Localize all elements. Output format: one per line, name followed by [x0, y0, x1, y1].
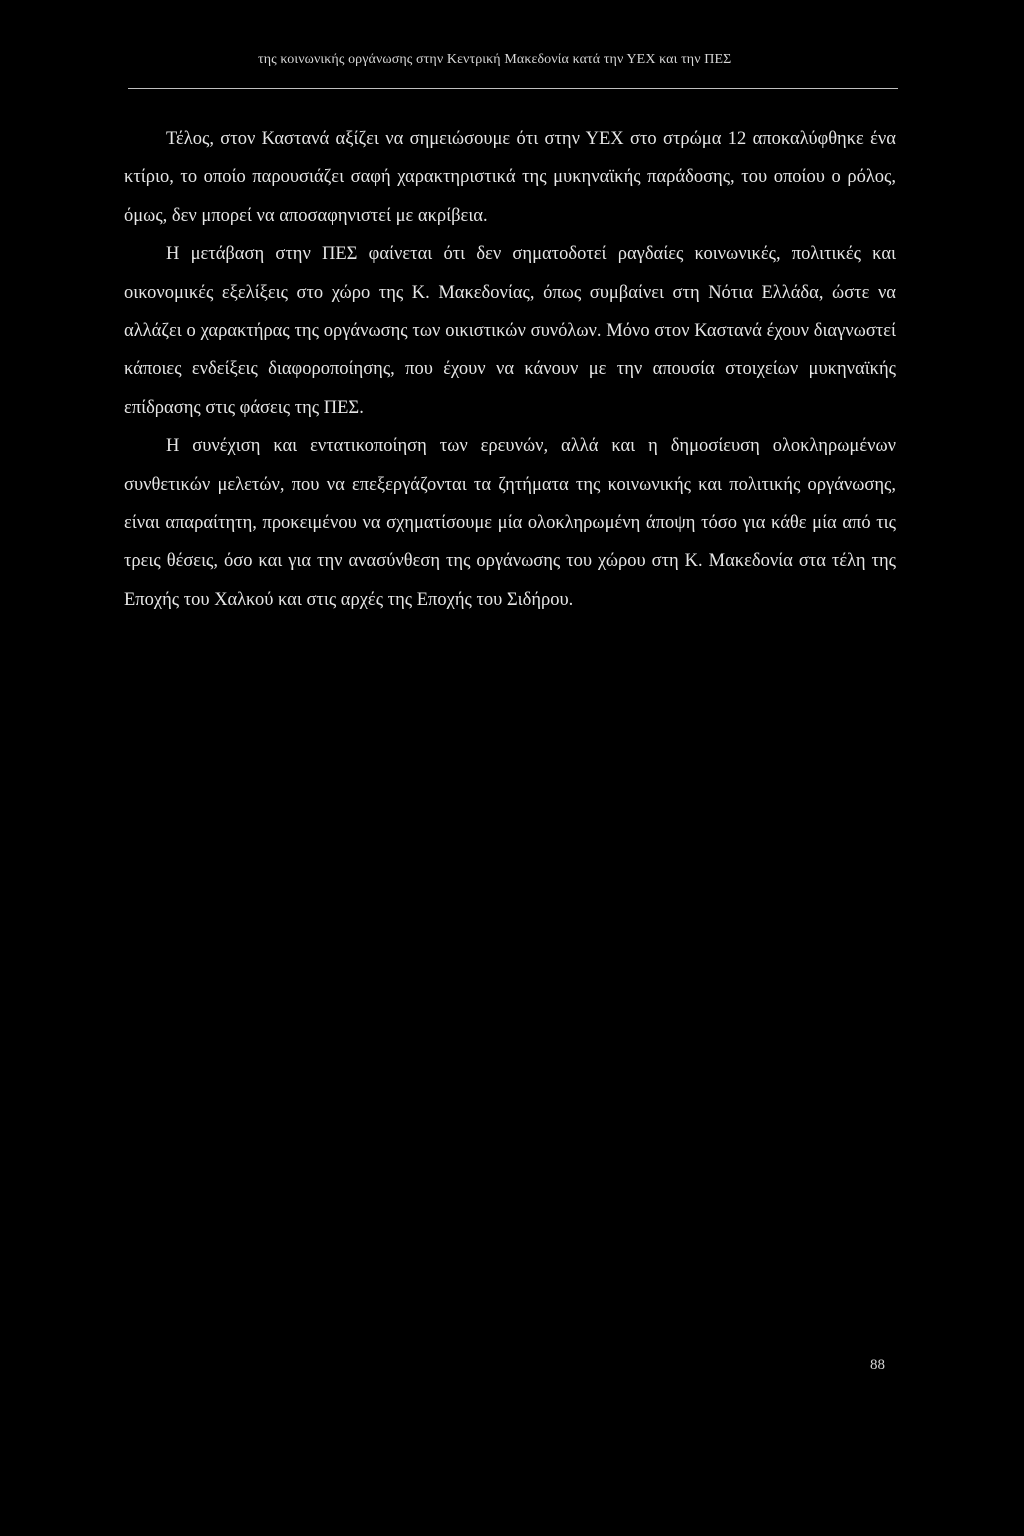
- header-divider: [128, 88, 898, 89]
- paragraph-1: Τέλος, στον Καστανά αξίζει να σημειώσουμε ότι στην ΥΕΧ στο στρώμα 12 αποκαλύφθηκε ένα κτίριο, το οποίο παρουσιάζει σαφή χαρακτηριστικά της μυκηναϊκής παράδοσης, του οποίου ο ρόλος, όμως, δεν μπορεί να αποσαφηνιστεί με ακρίβεια.: [124, 129, 896, 226]
- paragraph-3: Η συνέχιση και εντατικοποίηση των ερευνών, αλλά και η δημοσίευση ολοκληρωμένων συνθετικών μελετών, που να επεξεργάζονται τα ζητήματα της κοινωνικής και πολιτικής οργάνωσης, είναι απαραίτητη, προκειμένου να σχηματίσουμε μία ολοκληρωμένη άποψη τόσο για κάθε μία από τις τρεις θέσεις, όσο και για την ανασύνθεση της οργάνωσης του χώρου στη Κ. Μακεδονία στα τέλη της Εποχής του Χαλκού και στις αρχές της Εποχής του Σιδήρου.: [124, 436, 896, 610]
- body-text: [124, 120, 896, 619]
- paragraph-2: Η μετάβαση στην ΠΕΣ φαίνεται ότι δεν σηματοδοτεί ραγδαίες κοινωνικές, πολιτικές και οικονομικές εξελίξεις στο χώρο της Κ. Μακεδονίας, όπως συμβαίνει στη Νότια Ελλάδα, ώστε να αλλάζει ο χαρακτήρας της οργάνωσης των οικιστικών συνόλων. Μόνο στον Καστανά έχουν διαγνωστεί κάποιες ενδείξεις διαφοροποίησης, που έχουν να κάνουν με την απουσία στοιχείων μυκηναϊκής επίδρασης στις φάσεις της ΠΕΣ.: [124, 244, 896, 418]
- page-number: 88: [870, 1357, 885, 1373]
- running-header: της κοινωνικής οργάνωσης στην Κεντρική Μακεδονία κατά την ΥΕΧ και την ΠΕΣ: [258, 52, 732, 67]
